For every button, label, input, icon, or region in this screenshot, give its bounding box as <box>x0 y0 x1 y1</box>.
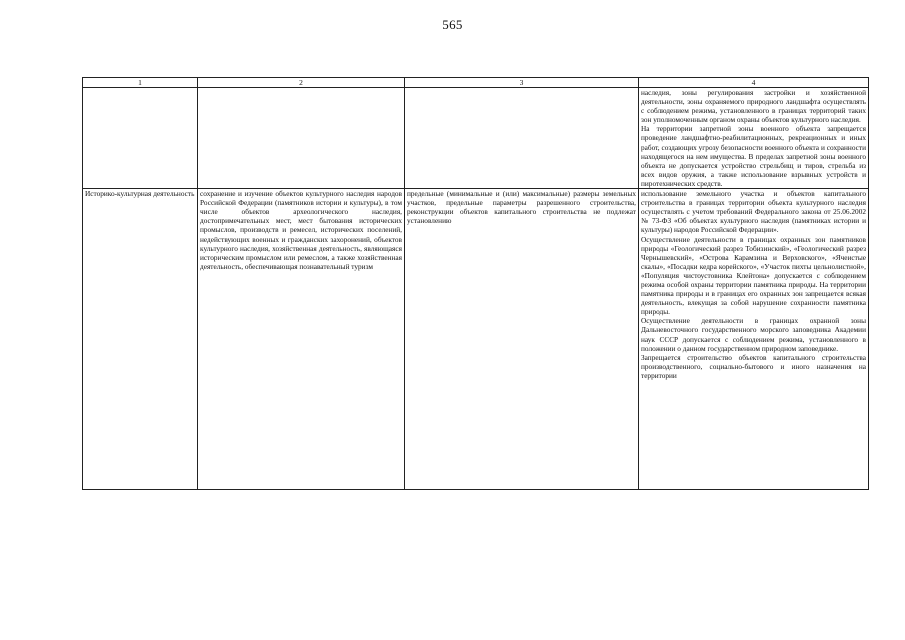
row-2-col-4-paragraph: Осуществление деятельности в границах охранной зоны Дальневосточного государственного морского заповедника Академии наук СССР допускается с соблюдением режима, установленного в положении о данном государственном природном заповеднике. <box>641 316 866 353</box>
table-header-row <box>83 78 869 88</box>
row-1-col-3 <box>405 88 639 189</box>
row-1-col-4 <box>639 88 869 189</box>
row-2-col-3-parameters: предельные (минимальные и (или) максимальные) размеры земельных участков, предельные параметры разрешенного строительства, реконструкции объектов капитального строительства не подлежат установлению <box>405 189 639 490</box>
table-row <box>83 88 869 189</box>
row-2-col-4-paragraph: использование земельного участка и объектов капитального строительства в границах территории объекта культурного наследия осуществлять с учетом требований Федерального закона от 25.06.2002 № 73-ФЗ «Об объектах культурного наследия (памятниках истории и культуры) народов Российской Федерации». <box>641 189 866 235</box>
column-header-3: 3 <box>405 78 639 88</box>
row-2-col-4-restrictions <box>639 189 869 490</box>
row-2-col-2-description: сохранение и изучение объектов культурного наследия народов Российской Федерации (памятников истории и культуры), в том числе объектов археологического наследия, достопримечательных мест, мест бытования исторических промыслов, производств и ремесел, исторических поселений, недействующих военных и гражданских захоронений, объектов культурного наследия, хозяйственная деятельность, являющаяся историческим промыслом или ремеслом, а также хозяйственная деятельность, обеспечивающая познавательный туризм <box>198 189 405 490</box>
row-2-col-4-paragraph: Запрещается строительство объектов капитального строительства производственного, социально-бытового и иного назначения на территории <box>641 352 866 380</box>
zoning-table <box>82 77 869 490</box>
page-number: 565 <box>442 17 463 32</box>
row-1-col-4-paragraph: На территории запретной зоны военного объекта запрещается проведение ландшафтно-реабилитационных, рекреационных и иных работ, создающих угрозу безопасности военного объекта и сохранности находящегося на нем имущества. В пределах запретной зоны военного объекта не допускается устройство стрельбищ и тиров, стрельба из всех видов оружия, а также использование взрывных устройств и пиротехнических средств. <box>641 124 866 188</box>
column-header-2: 2 <box>198 78 405 88</box>
row-2-col-1-activity: Историко-культурная деятельность <box>83 189 198 490</box>
row-1-col-1 <box>83 88 198 189</box>
row-2-col-4-paragraph: Осуществление деятельности в границах охранных зон памятников природы «Геологический разрез Тобизинский», «Геологический разрез Чернышевский», «Острова Карамзина и Верховского», «Ячеистые скалы», «Посадки кедра корейского», «Участок пихты цельнолистной», «Популяция чистоустовника Клейтона» допускается с соблюдением режима особой охраны территории памятника природы. На территории памятника природы и в границах его охранных зон запрещается всякая деятельность, влекущая за собой нарушение сохранности памятника природы. <box>641 234 866 317</box>
row-1-col-2 <box>198 88 405 189</box>
column-header-4: 4 <box>639 78 869 88</box>
column-header-1: 1 <box>83 78 198 88</box>
table-row <box>83 189 869 490</box>
row-1-col-4-paragraph: наследия, зоны регулирования застройки и хозяйственной деятельности, зоны охраняемого природного ландшафта осуществлять с соблюдением режима, установленного в границах территорий таких зон уполномоченным органом охраны объектов культурного наследия. <box>641 88 866 125</box>
